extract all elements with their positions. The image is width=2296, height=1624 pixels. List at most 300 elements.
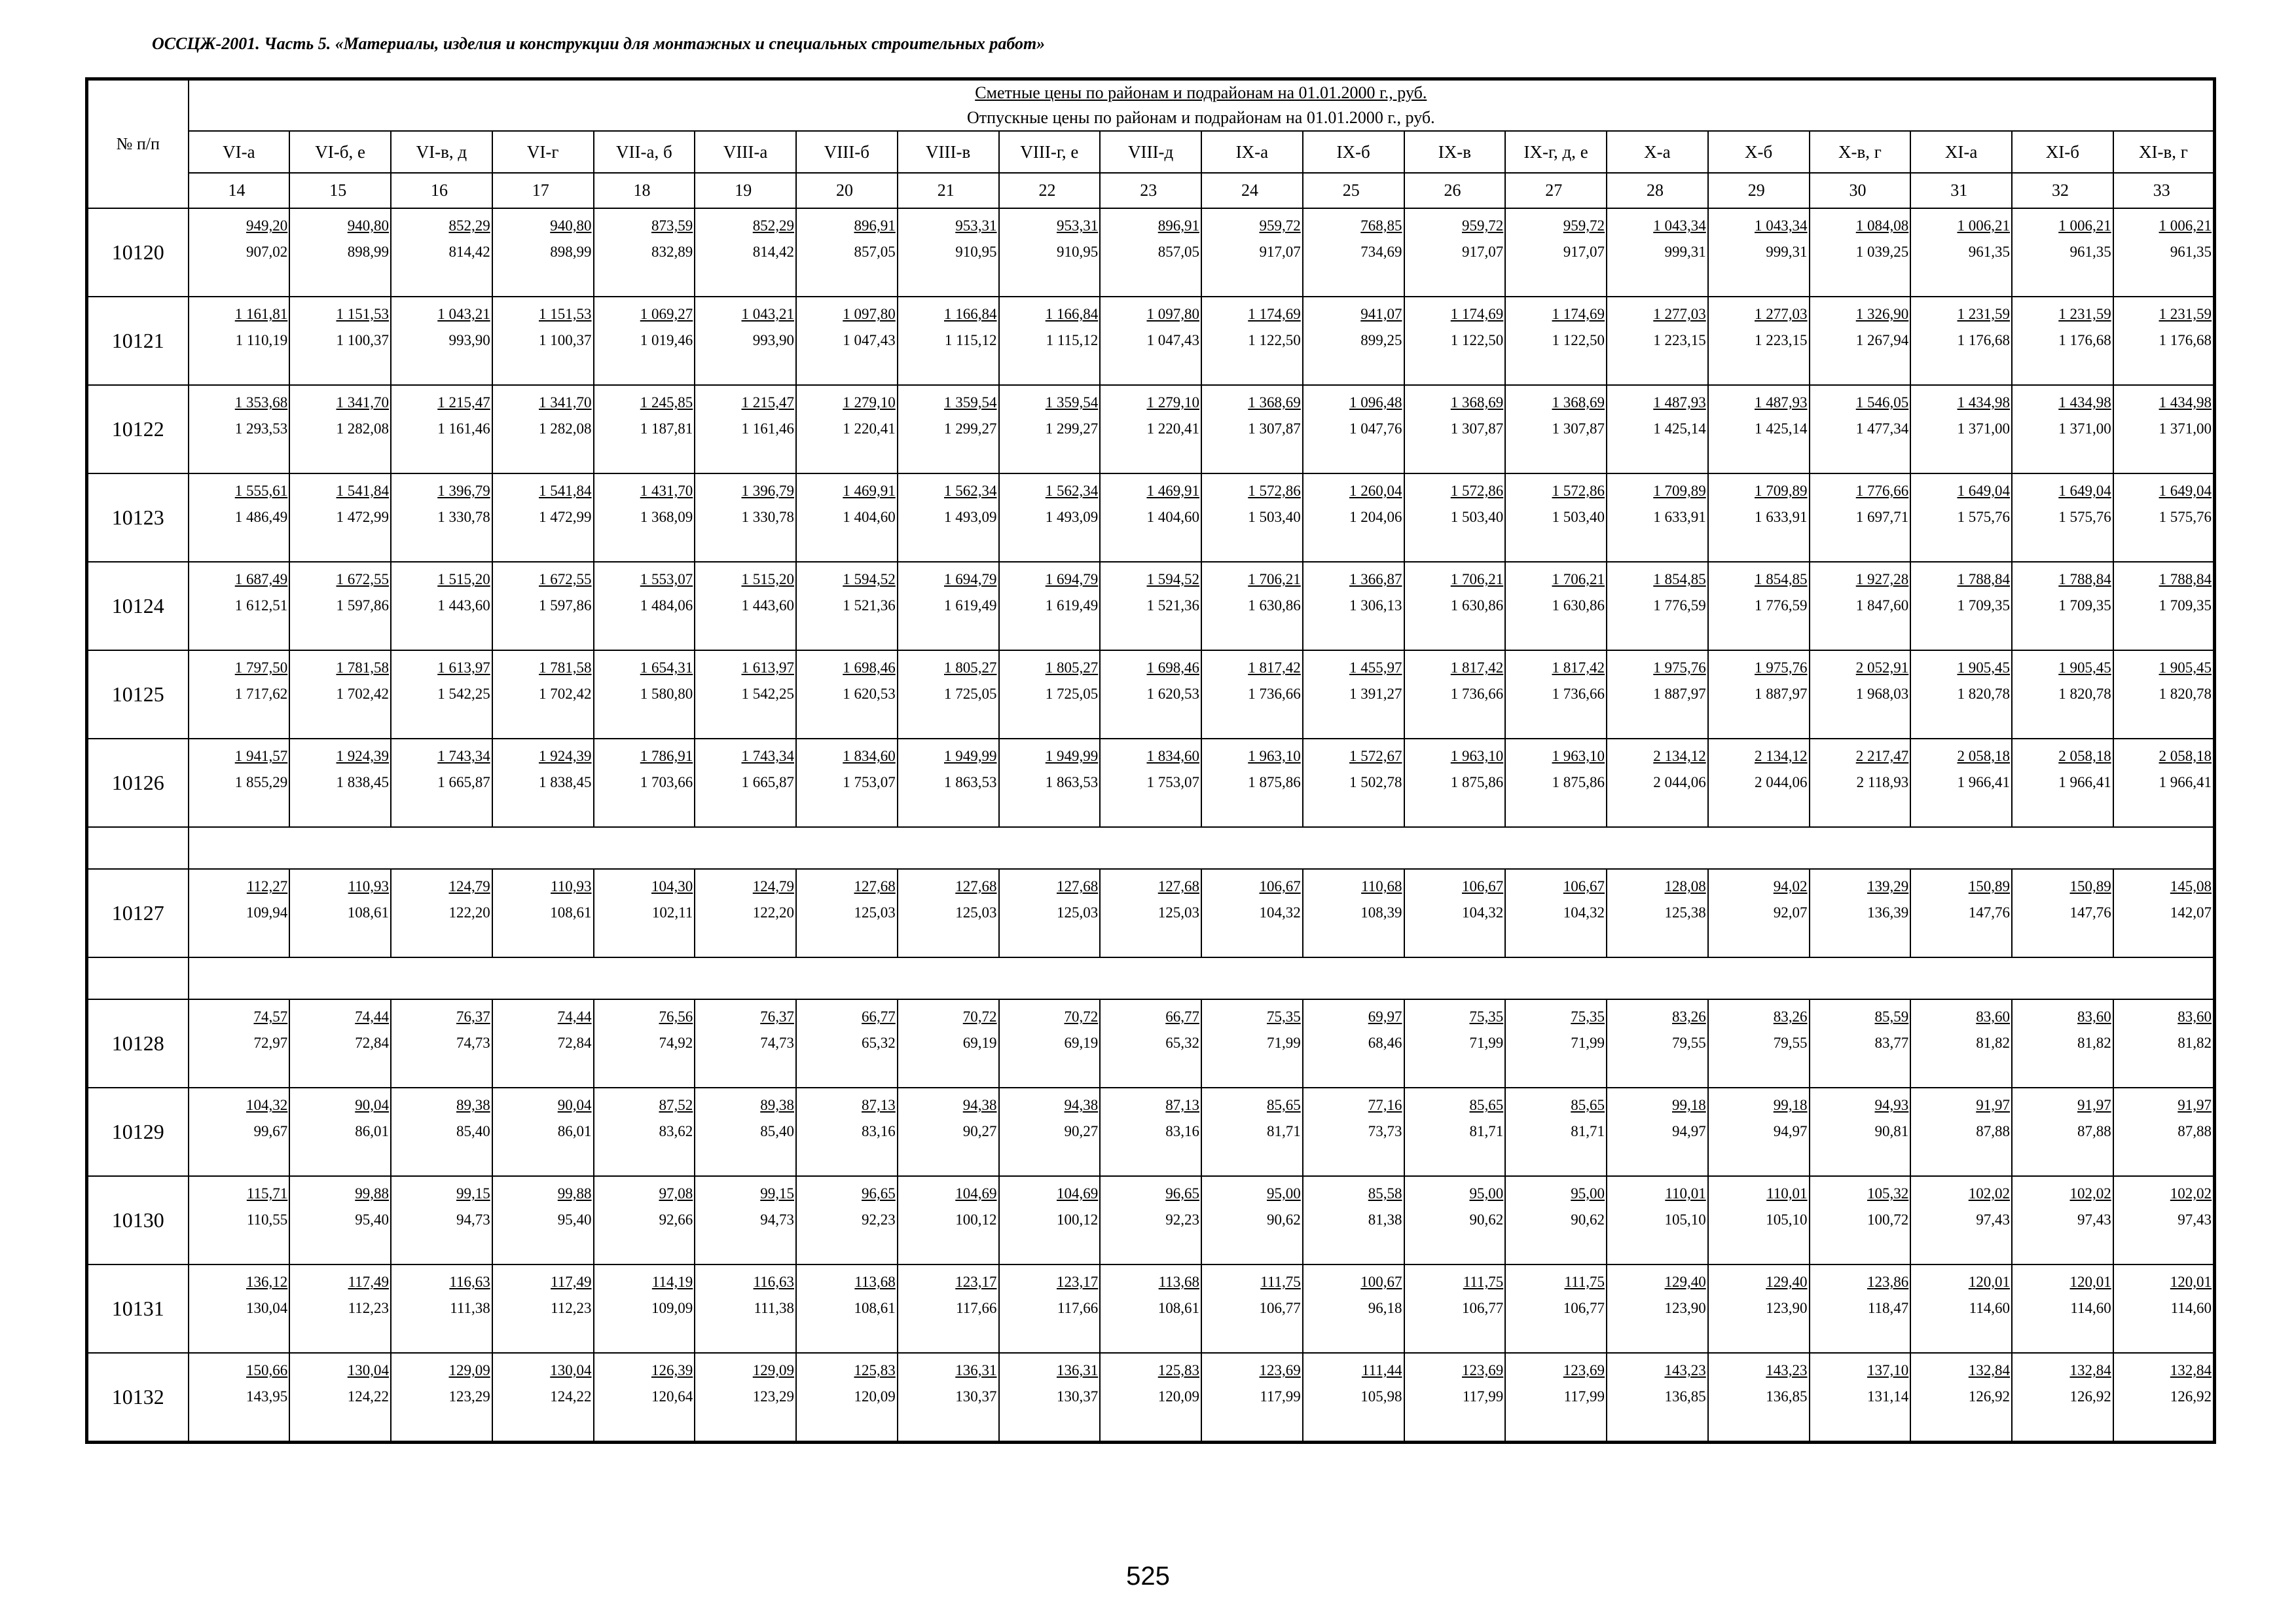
smet-price: 74,44 [557, 1008, 592, 1025]
price-cell [1201, 562, 1303, 650]
smet-price: 111,44 [1361, 1362, 1402, 1378]
price-cell [1708, 208, 1810, 297]
smet-price: 1 546,05 [1855, 394, 1909, 411]
otp-price: 108,61 [1157, 1300, 1199, 1316]
separator-row [87, 827, 2215, 869]
smet-price: 1 469,91 [843, 483, 896, 499]
smet-price: 1 834,60 [843, 748, 896, 764]
smet-price: 1 366,87 [1349, 571, 1402, 587]
smet-price: 1 924,39 [336, 748, 389, 764]
smet-price: 1 594,52 [1146, 571, 1199, 587]
otp-price: 814,42 [448, 244, 490, 260]
otp-price: 108,61 [347, 904, 389, 921]
smet-price: 1 975,76 [1755, 659, 1808, 676]
otp-price: 117,99 [1563, 1388, 1605, 1405]
price-cell [1100, 208, 1201, 297]
otp-price: 1 736,66 [1248, 686, 1301, 702]
otp-price: 142,07 [2170, 904, 2212, 921]
otp-price: 1 633,91 [1755, 509, 1808, 525]
price-cell [2012, 385, 2113, 473]
price-cell [1708, 1088, 1810, 1176]
otp-price: 1 306,13 [1349, 597, 1402, 614]
otp-price: 1 820,78 [2159, 686, 2212, 702]
column-number: 28 [1607, 173, 1708, 208]
otp-price: 95,40 [557, 1211, 592, 1228]
otp-price: 1 619,49 [944, 597, 997, 614]
item-code: 10120 [87, 208, 189, 297]
otp-price: 1 542,25 [437, 686, 490, 702]
otp-price: 1 619,49 [1045, 597, 1099, 614]
smet-price: 94,38 [962, 1097, 997, 1113]
table-title-row [87, 79, 2215, 132]
otp-price: 910,95 [1057, 244, 1099, 260]
price-cell [1708, 473, 1810, 562]
otp-price: 1 966,41 [1957, 774, 2010, 790]
price-cell [796, 562, 898, 650]
price-cell [1303, 1353, 1404, 1443]
otp-price: 1 966,41 [2159, 774, 2212, 790]
region-header: IX-в [1404, 131, 1506, 173]
smet-price: 94,38 [1064, 1097, 1099, 1113]
price-cell [695, 999, 796, 1088]
price-cell [999, 562, 1101, 650]
price-cell [2113, 208, 2215, 297]
region-header: VIII-г, е [999, 131, 1101, 173]
smet-price: 130,04 [550, 1362, 592, 1378]
price-cell [2113, 739, 2215, 827]
price-cell [1201, 999, 1303, 1088]
otp-price: 1 484,06 [640, 597, 693, 614]
smet-price: 127,68 [1057, 878, 1099, 895]
otp-price: 1 820,78 [1957, 686, 2010, 702]
price-cell [2012, 208, 2113, 297]
price-cell [1910, 650, 2012, 739]
otp-price: 1 443,60 [741, 597, 794, 614]
otp-price: 131,14 [1867, 1388, 1909, 1405]
price-cell [1303, 739, 1404, 827]
otp-price: 71,99 [1267, 1035, 1301, 1051]
price-cell [189, 869, 290, 957]
price-cell [898, 999, 999, 1088]
smet-price: 1 941,57 [234, 748, 288, 764]
price-cell [1404, 208, 1506, 297]
smet-price: 76,37 [456, 1008, 490, 1025]
page-number: 525 [1126, 1562, 1170, 1591]
price-cell [1100, 999, 1201, 1088]
price-cell [492, 208, 594, 297]
price-cell [492, 999, 594, 1088]
price-cell [289, 1176, 391, 1264]
otp-price: 1 110,19 [235, 332, 288, 348]
item-code: 10130 [87, 1176, 189, 1264]
otp-price: 1 122,50 [1450, 332, 1504, 348]
price-cell [391, 297, 492, 385]
price-cell [1607, 999, 1708, 1088]
smet-price: 143,23 [1664, 1362, 1706, 1378]
price-cell [1303, 1176, 1404, 1264]
otp-price: 117,99 [1260, 1388, 1301, 1405]
price-cell [2113, 562, 2215, 650]
price-cell [594, 650, 695, 739]
item-code: 10126 [87, 739, 189, 827]
smet-price: 1 455,97 [1349, 659, 1402, 676]
price-cell [1607, 1088, 1708, 1176]
price-cell [695, 869, 796, 957]
price-cell [898, 297, 999, 385]
smet-price: 1 817,42 [1552, 659, 1605, 676]
otp-price: 814,42 [752, 244, 794, 260]
otp-price: 1 575,76 [1957, 509, 2010, 525]
otp-price: 122,20 [448, 904, 490, 921]
region-header: XI-б [2012, 131, 2113, 173]
otp-price: 83,62 [659, 1123, 693, 1139]
otp-price: 1 047,43 [843, 332, 896, 348]
smet-price: 2 217,47 [1855, 748, 1909, 764]
price-cell [2113, 1176, 2215, 1264]
price-cell [695, 1088, 796, 1176]
otp-price: 81,38 [1368, 1211, 1402, 1228]
smet-price: 132,84 [2170, 1362, 2212, 1378]
otp-price: 79,55 [1672, 1035, 1706, 1051]
column-number: 29 [1708, 173, 1810, 208]
otp-price: 1 282,08 [336, 420, 389, 437]
otp-price: 74,73 [456, 1035, 490, 1051]
otp-price: 90,62 [1469, 1211, 1504, 1228]
smet-price: 85,65 [1571, 1097, 1605, 1113]
otp-price: 71,99 [1469, 1035, 1504, 1051]
smet-price: 1 260,04 [1349, 483, 1402, 499]
smet-price: 83,26 [1773, 1008, 1808, 1025]
column-number: 23 [1100, 173, 1201, 208]
otp-price: 87,88 [1976, 1123, 2010, 1139]
otp-price: 1 122,50 [1552, 332, 1605, 348]
price-cell [391, 473, 492, 562]
otp-price: 130,37 [955, 1388, 997, 1405]
smet-price: 1 006,21 [2058, 217, 2111, 234]
smet-price: 150,89 [1968, 878, 2010, 895]
otp-price: 118,47 [1867, 1300, 1909, 1316]
price-cell [796, 208, 898, 297]
smet-price: 132,84 [2069, 1362, 2111, 1378]
price-cell [189, 1353, 290, 1443]
otp-price: 1 039,25 [1855, 244, 1909, 260]
price-cell [1910, 999, 2012, 1088]
otp-price: 99,67 [253, 1123, 288, 1139]
price-cell [391, 1176, 492, 1264]
smet-price: 1 788,84 [1957, 571, 2010, 587]
price-cell [1708, 869, 1810, 957]
otp-price: 961,35 [2170, 244, 2212, 260]
price-cell [1607, 739, 1708, 827]
smet-price: 1 834,60 [1146, 748, 1199, 764]
region-header: VIII-б [796, 131, 898, 173]
region-header: X-а [1607, 131, 1708, 173]
price-cell [492, 1088, 594, 1176]
otp-price: 68,46 [1368, 1035, 1402, 1051]
price-cell [289, 739, 391, 827]
smet-price: 89,38 [456, 1097, 490, 1113]
price-cell [1910, 297, 2012, 385]
otp-price: 69,19 [962, 1035, 997, 1051]
region-header: IX-а [1201, 131, 1303, 173]
region-header: VI-а [189, 131, 290, 173]
price-cell [1708, 999, 1810, 1088]
smet-price: 1 788,84 [2159, 571, 2212, 587]
otp-price: 1 220,41 [843, 420, 896, 437]
otp-price: 1 161,46 [437, 420, 490, 437]
otp-price: 74,92 [659, 1035, 693, 1051]
price-cell [1607, 869, 1708, 957]
price-cell [796, 1264, 898, 1353]
price-cell [1910, 1353, 2012, 1443]
price-cell [2012, 1353, 2113, 1443]
item-code: 10121 [87, 297, 189, 385]
price-cell [999, 650, 1101, 739]
price-cell [391, 1353, 492, 1443]
price-cell [1404, 1088, 1506, 1176]
price-cell [289, 650, 391, 739]
otp-price: 1 425,14 [1653, 420, 1706, 437]
smet-price: 96,65 [862, 1185, 896, 1202]
column-number: 32 [2012, 173, 2113, 208]
smet-price: 1 487,93 [1755, 394, 1808, 411]
price-cell [1708, 650, 1810, 739]
column-number: 30 [1810, 173, 1911, 208]
otp-price: 1 307,87 [1248, 420, 1301, 437]
price-cell [594, 1353, 695, 1443]
price-cell [594, 1088, 695, 1176]
otp-price: 1 697,71 [1855, 509, 1909, 525]
smet-price: 1 368,69 [1248, 394, 1301, 411]
price-cell [796, 869, 898, 957]
otp-price: 1 019,46 [640, 332, 693, 348]
price-cell [594, 739, 695, 827]
column-number-row [87, 173, 2215, 208]
smet-price: 1 006,21 [2159, 217, 2212, 234]
otp-price: 108,61 [550, 904, 592, 921]
price-cell [2113, 1353, 2215, 1443]
otp-price: 1 493,09 [944, 509, 997, 525]
otp-price: 857,05 [1157, 244, 1199, 260]
otp-price: 832,89 [651, 244, 693, 260]
price-cell [796, 297, 898, 385]
smet-price: 143,23 [1766, 1362, 1808, 1378]
otp-price: 109,94 [246, 904, 288, 921]
column-number: 19 [695, 173, 796, 208]
otp-price: 1 187,81 [640, 420, 693, 437]
smet-price: 1 649,04 [1957, 483, 2010, 499]
price-cell [492, 869, 594, 957]
price-cell [391, 739, 492, 827]
smet-price: 1 341,70 [539, 394, 592, 411]
separator-cell [87, 957, 189, 999]
price-cell [1607, 1176, 1708, 1264]
column-number: 16 [391, 173, 492, 208]
otp-price: 1 267,94 [1855, 332, 1909, 348]
price-cell [1607, 385, 1708, 473]
otp-price: 917,07 [1563, 244, 1605, 260]
smet-price: 1 743,34 [741, 748, 794, 764]
price-cell [796, 473, 898, 562]
item-code: 10129 [87, 1088, 189, 1176]
otp-price: 898,99 [347, 244, 389, 260]
otp-price: 104,32 [1462, 904, 1504, 921]
smet-price: 95,00 [1469, 1185, 1504, 1202]
otp-price: 92,23 [862, 1211, 896, 1228]
price-cell [1100, 1176, 1201, 1264]
otp-price: 72,84 [355, 1035, 389, 1051]
smet-price: 91,97 [2077, 1097, 2111, 1113]
price-cell [1201, 1176, 1303, 1264]
price-cell [189, 562, 290, 650]
otp-price: 95,40 [355, 1211, 389, 1228]
otp-price: 81,71 [1267, 1123, 1301, 1139]
otp-price: 1 575,76 [2159, 509, 2212, 525]
smet-price: 100,67 [1360, 1274, 1402, 1290]
price-cell [1201, 869, 1303, 957]
smet-price: 1 043,21 [741, 306, 794, 322]
table-body [87, 208, 2215, 1443]
otp-price: 105,10 [1664, 1211, 1706, 1228]
table-row [87, 297, 2215, 385]
smet-price: 1 434,98 [2058, 394, 2111, 411]
smet-price: 896,91 [854, 217, 896, 234]
otp-price: 117,66 [1057, 1300, 1099, 1316]
smet-price: 1 097,80 [843, 306, 896, 322]
price-cell [1708, 1353, 1810, 1443]
price-cell [898, 1353, 999, 1443]
item-code: 10124 [87, 562, 189, 650]
smet-price: 1 097,80 [1146, 306, 1199, 322]
otp-price: 69,19 [1064, 1035, 1099, 1051]
price-cell [1100, 1088, 1201, 1176]
region-header: VIII-д [1100, 131, 1201, 173]
smet-price: 1 353,68 [234, 394, 288, 411]
smet-price: 99,18 [1773, 1097, 1808, 1113]
otp-price: 1 493,09 [1045, 509, 1099, 525]
otp-price: 1 580,80 [640, 686, 693, 702]
otp-price: 1 875,86 [1450, 774, 1504, 790]
price-cell [1404, 297, 1506, 385]
smet-price: 1 541,84 [539, 483, 592, 499]
separator-cell [189, 957, 2215, 999]
price-cell [1505, 739, 1607, 827]
price-cell [1505, 1264, 1607, 1353]
title-smet-line: Сметные цены по районам и подрайонам на 01.01.2000 г., руб. [975, 83, 1427, 102]
smet-price: 102,02 [2170, 1185, 2212, 1202]
smet-price: 1 706,21 [1248, 571, 1301, 587]
price-cell [898, 650, 999, 739]
price-cell [1100, 473, 1201, 562]
otp-price: 1 161,46 [741, 420, 794, 437]
price-cell [1303, 1264, 1404, 1353]
region-header: X-в, г [1810, 131, 1911, 173]
otp-price: 112,23 [348, 1300, 389, 1316]
smet-price: 99,18 [1672, 1097, 1706, 1113]
smet-price: 1 341,70 [336, 394, 389, 411]
price-cell [999, 869, 1101, 957]
price-cell [898, 562, 999, 650]
smet-price: 150,66 [246, 1362, 288, 1378]
otp-price: 97,43 [2178, 1211, 2212, 1228]
otp-price: 100,72 [1867, 1211, 1909, 1228]
otp-price: 1 176,68 [2058, 332, 2111, 348]
price-cell [1303, 473, 1404, 562]
otp-price: 96,18 [1368, 1300, 1402, 1316]
otp-price: 1 220,41 [1146, 420, 1199, 437]
smet-price: 123,17 [955, 1274, 997, 1290]
price-cell [289, 385, 391, 473]
otp-price: 136,39 [1867, 904, 1909, 921]
price-cell [1303, 1088, 1404, 1176]
smet-price: 1 231,59 [1957, 306, 2010, 322]
smet-price: 120,01 [2069, 1274, 2111, 1290]
smet-price: 99,88 [355, 1185, 389, 1202]
price-cell [189, 208, 290, 297]
otp-price: 999,31 [1766, 244, 1808, 260]
smet-price: 124,79 [448, 878, 490, 895]
price-cell [1404, 1176, 1506, 1264]
price-cell [189, 650, 290, 739]
price-cell [492, 473, 594, 562]
otp-price: 1 223,15 [1653, 332, 1706, 348]
table-row [87, 385, 2215, 473]
price-cell [2012, 1088, 2113, 1176]
otp-price: 108,39 [1360, 904, 1402, 921]
price-cell [1505, 1353, 1607, 1443]
otp-price: 123,29 [752, 1388, 794, 1405]
price-cell [1910, 473, 2012, 562]
price-cell [289, 1088, 391, 1176]
price-cell [1505, 869, 1607, 957]
price-cell [1100, 1264, 1201, 1353]
otp-price: 1 371,00 [2159, 420, 2212, 437]
price-cell [1505, 297, 1607, 385]
region-header: IX-г, д, е [1505, 131, 1607, 173]
otp-price: 1 887,97 [1755, 686, 1808, 702]
otp-price: 1 299,27 [1045, 420, 1099, 437]
smet-price: 110,93 [551, 878, 592, 895]
price-cell [1505, 562, 1607, 650]
smet-price: 76,37 [760, 1008, 794, 1025]
smet-price: 1 949,99 [944, 748, 997, 764]
price-cell [391, 999, 492, 1088]
table-row [87, 1176, 2215, 1264]
smet-price: 1 613,97 [741, 659, 794, 676]
smet-price: 85,59 [1874, 1008, 1909, 1025]
table-row [87, 1088, 2215, 1176]
table-row [87, 650, 2215, 739]
smet-price: 1 687,49 [234, 571, 288, 587]
otp-price: 1 633,91 [1653, 509, 1706, 525]
price-cell [1810, 562, 1911, 650]
smet-price: 127,68 [854, 878, 896, 895]
smet-price: 123,86 [1867, 1274, 1909, 1290]
price-cell [1404, 650, 1506, 739]
otp-price: 83,16 [862, 1123, 896, 1139]
price-cell [289, 999, 391, 1088]
smet-price: 90,04 [557, 1097, 592, 1113]
smet-price: 1 905,45 [2058, 659, 2111, 676]
otp-price: 100,12 [1057, 1211, 1099, 1228]
separator-cell [189, 827, 2215, 869]
price-cell [999, 297, 1101, 385]
otp-price: 1 665,87 [741, 774, 794, 790]
otp-price: 100,12 [955, 1211, 997, 1228]
otp-price: 907,02 [246, 244, 288, 260]
otp-price: 1 820,78 [2058, 686, 2111, 702]
smet-price: 123,69 [1563, 1362, 1605, 1378]
